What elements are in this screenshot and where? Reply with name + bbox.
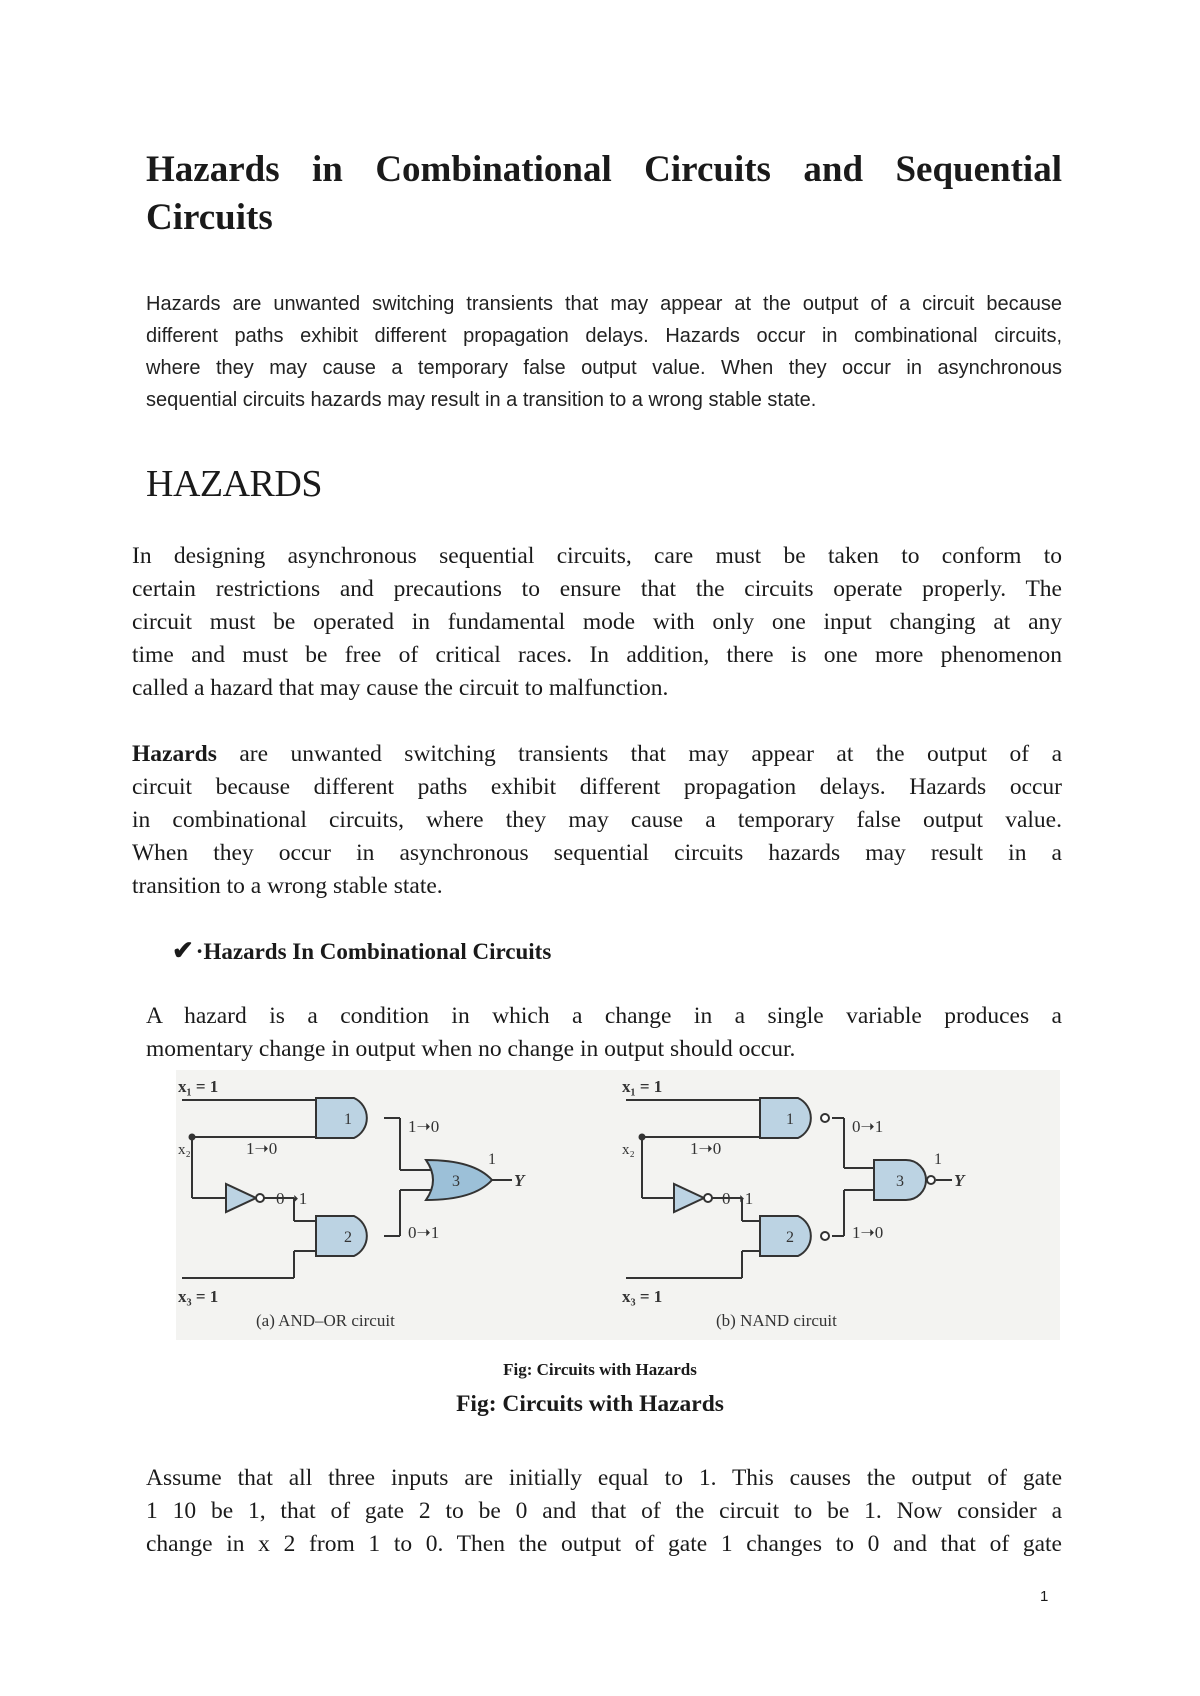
and-gate-1 xyxy=(316,1098,367,1138)
paragraph-line: called a hazard that may cause the circuit to malfunction. xyxy=(132,675,669,701)
paragraph-line: in combinational circuits, where they may cause a temporary false output value. xyxy=(132,807,1062,833)
output-label-a: Y xyxy=(514,1171,525,1190)
paragraph-line: time and must be free of critical races. In addition, there is one more phenomenon xyxy=(132,642,1062,668)
section-heading: HAZARDS xyxy=(146,463,322,505)
figure-caption-large: Fig: Circuits with Hazards xyxy=(456,1391,724,1417)
inverter-transition-a: 0➝1 xyxy=(276,1189,308,1208)
intro-paragraph xyxy=(146,288,1062,416)
paragraph-line: A hazard is a condition in which a change in a single variable produces a xyxy=(146,1003,1062,1029)
title-line: Hazards in Combinational Circuits and Sequential xyxy=(146,149,1062,190)
paragraph-line: circuit because different paths exhibit different propagation delays. Hazards occur xyxy=(132,774,1062,800)
paragraph-line: When they occur in asynchronous sequential circuits hazards may result in a xyxy=(132,840,1062,866)
caption-a: (a) AND–OR circuit xyxy=(256,1311,395,1330)
intro-line: where they may cause a temporary false output value. When they occur in asynchronous xyxy=(146,357,1062,379)
gate2-transition-b: 1➝0 xyxy=(852,1223,884,1242)
inverter-bubble-b xyxy=(704,1194,712,1202)
page-number: 1 xyxy=(1040,1588,1049,1605)
checkmark-icon: ✔ xyxy=(172,936,194,965)
intro-line: different paths exhibit different propagation delays. Hazards occur in combinational circuits, xyxy=(146,325,1062,347)
output-value-b: 1 xyxy=(934,1151,942,1168)
intro-line: sequential circuits hazards may result in a transition to a wrong stable state. xyxy=(146,389,817,411)
label-x2-b: x₂ xyxy=(622,1142,635,1158)
label-x3-b: x₃ = 1 xyxy=(622,1287,663,1306)
gate-3-label-b: 3 xyxy=(896,1173,904,1190)
inverter-transition-b: 0➝1 xyxy=(722,1189,754,1208)
output-value-a: 1 xyxy=(488,1151,496,1168)
junction-dot xyxy=(639,1134,646,1141)
gate-2-label-b: 2 xyxy=(786,1229,794,1246)
gate-2-label-a: 2 xyxy=(344,1229,352,1246)
and-gate-2 xyxy=(316,1216,367,1256)
paragraph-line: circuit must be operated in fundamental mode with only one input changing at any xyxy=(132,609,1062,635)
paragraph-line: transition to a wrong stable state. xyxy=(132,873,443,899)
intro-line: Hazards are unwanted switching transients that may appear at the output of a circuit because xyxy=(146,293,1062,315)
nand-bubble-1 xyxy=(821,1114,829,1122)
x2-transition-b: 1➝0 xyxy=(690,1139,722,1158)
paragraph-hazard-condition xyxy=(146,1000,1062,1066)
label-x1-a: x₁ = 1 xyxy=(178,1077,219,1096)
gate-1-label-a: 1 xyxy=(344,1111,352,1128)
label-x3-a: x₃ = 1 xyxy=(178,1287,219,1306)
gate1-transition-b: 0➝1 xyxy=(852,1117,884,1136)
inverter-b xyxy=(674,1184,704,1212)
nand-bubble-3 xyxy=(927,1176,935,1184)
paragraph-line: change in x 2 from 1 to 0. Then the output of gate 1 changes to 0 and that of gate xyxy=(146,1531,1062,1557)
circuit-figure xyxy=(176,1070,1060,1340)
paragraph-design xyxy=(132,540,1062,705)
subsection-heading xyxy=(172,936,551,966)
paragraph-text: are unwanted switching transients that may appear at the output of a xyxy=(216,741,1062,767)
paragraph-line xyxy=(132,738,1062,771)
paragraph-assumption xyxy=(146,1462,1062,1561)
figure-caption-small: Fig: Circuits with Hazards xyxy=(503,1360,697,1379)
paragraph-line: Assume that all three inputs are initially equal to 1. This causes the output of gate xyxy=(146,1465,1062,1491)
caption-b: (b) NAND circuit xyxy=(716,1311,837,1330)
gate1-transition-a: 1➝0 xyxy=(408,1117,440,1136)
paragraph-line: In designing asynchronous sequential circuits, care must be taken to conform to xyxy=(132,543,1062,569)
gate-1-label-b: 1 xyxy=(786,1111,794,1128)
inverter-bubble-a xyxy=(256,1194,264,1202)
label-x1-b: x₁ = 1 xyxy=(622,1077,663,1096)
label-x2-a: x₂ xyxy=(178,1142,191,1158)
subsection-title: ·Hazards In Combinational Circuits xyxy=(195,939,552,964)
paragraph-line: certain restrictions and precautions to ensure that the circuits operate properly. The xyxy=(132,576,1062,602)
page-title xyxy=(146,146,1062,242)
output-label-b: Y xyxy=(954,1171,965,1190)
gate-3-label-a: 3 xyxy=(452,1173,460,1190)
inverter-a xyxy=(226,1184,256,1212)
paragraph-line: momentary change in output when no change in output should occur. xyxy=(146,1036,796,1062)
x2-transition-a: 1➝0 xyxy=(246,1139,278,1158)
junction-dot xyxy=(189,1134,196,1141)
gate2-transition-a: 0➝1 xyxy=(408,1223,440,1242)
nand-bubble-2 xyxy=(821,1232,829,1240)
paragraph-hazards-definition xyxy=(132,738,1062,903)
paragraph-line: 1 10 be 1, that of gate 2 to be 0 and that of the circuit to be 1. Now consider a xyxy=(146,1498,1062,1524)
title-line: Circuits xyxy=(146,197,273,238)
bold-term: Hazards xyxy=(132,741,217,767)
